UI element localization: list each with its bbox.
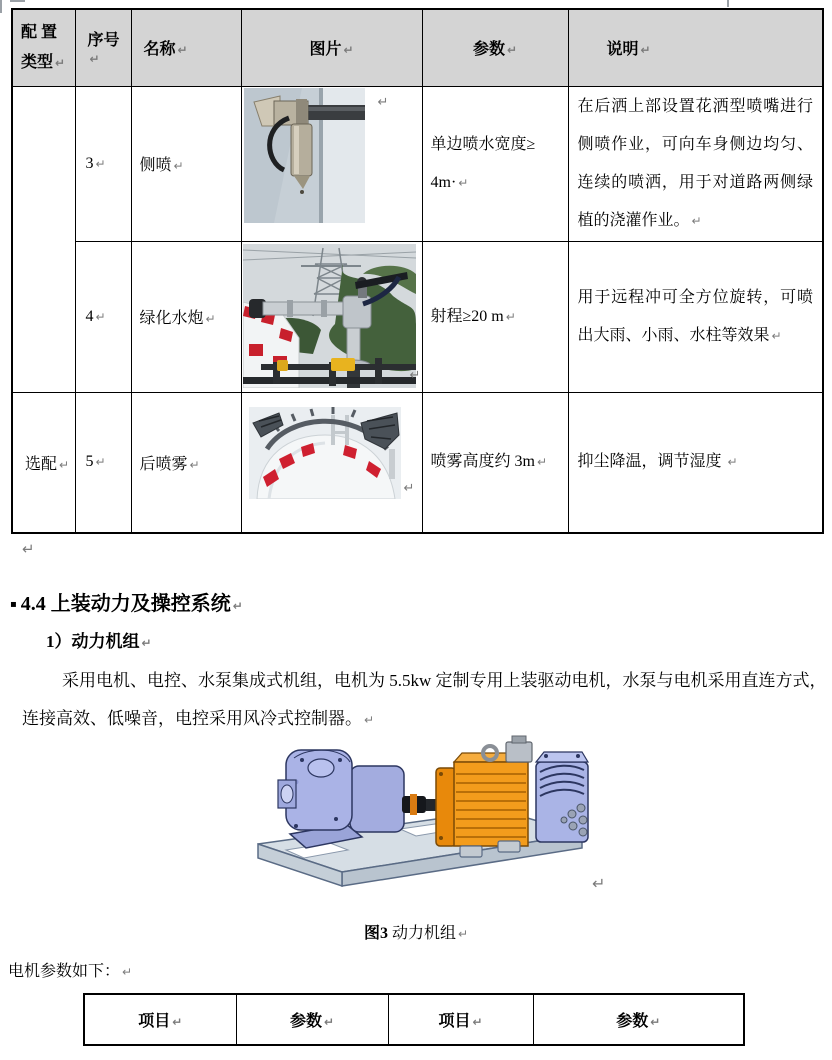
photo-cell xyxy=(241,241,422,392)
motor-header-param-1: 参数 ↵ xyxy=(236,994,388,1045)
config-type-cell-empty xyxy=(12,86,75,392)
motor-parameter-table xyxy=(83,993,745,1046)
spray-config-table xyxy=(11,8,824,534)
figure-title: 动力机组 xyxy=(391,925,456,942)
section-heading: ▪ 4.4 上装动力及操控系统 ↵ xyxy=(10,593,243,615)
motor-table-header-row xyxy=(84,994,744,1045)
paragraph-mark: ↵ xyxy=(592,874,606,893)
page-edge-mark xyxy=(727,0,729,7)
name-cell: 绿化水炮 ↵ xyxy=(131,241,241,392)
motor-header-item-1: 项目 ↵ xyxy=(84,994,236,1045)
desc-cell: 抑尘降温，调节湿度 ↵ xyxy=(568,392,823,533)
outline-square-mark: ▪ xyxy=(10,599,17,610)
paragraph-mark: ↵ xyxy=(377,94,389,110)
name-cell: 侧喷 ↵ xyxy=(131,86,241,241)
page-edge-mark xyxy=(0,0,2,13)
paragraph-mark: ↵ xyxy=(409,367,421,383)
page-edge-mark xyxy=(10,0,25,2)
photo-cell xyxy=(241,392,422,533)
motor-header-param-2: 参数 ↵ xyxy=(533,994,744,1045)
paragraph-mark: ↵ xyxy=(55,55,66,70)
side-spray-nozzle-photo xyxy=(244,88,365,223)
greening-water-cannon-photo xyxy=(243,244,416,388)
paragraph-mark: ↵ xyxy=(403,480,415,496)
header-photo: 图片 ↵ xyxy=(241,9,422,86)
header-config-type: 配 置 类型 ↵ xyxy=(12,9,75,86)
name-cell: 后喷雾 ↵ xyxy=(131,392,241,533)
power-unit-3d-render xyxy=(250,716,592,896)
figure-caption: 图3 动力机组 ↵ xyxy=(363,925,469,942)
header-desc: 说明 ↵ xyxy=(568,9,823,86)
config-type-cell: 选配 ↵ xyxy=(12,392,75,533)
table-header-row xyxy=(12,9,823,86)
table-row-rear-mist xyxy=(12,392,823,533)
seq-cell: 3 ↵ xyxy=(75,86,131,241)
header-seq: 序号↵ xyxy=(75,9,131,86)
motor-header-item-2: 项目 ↵ xyxy=(388,994,533,1045)
body-text-line2: 连接高效、低噪音，电控采用风冷式控制器。 ↵ xyxy=(22,709,375,728)
seq-cell: 4 ↵ xyxy=(75,241,131,392)
rear-mist-spray-photo xyxy=(249,407,401,499)
desc-cell: 用于远程冲可全方位旋转，可喷出大雨、小雨、水柱等效果 ↵ xyxy=(568,241,823,392)
header-param: 参数 ↵ xyxy=(422,9,568,86)
paragraph-mark: ↵ xyxy=(22,540,35,558)
header-name: 名称 ↵ xyxy=(131,9,241,86)
photo-cell xyxy=(241,86,422,241)
desc-cell: 在后洒上部设置花洒型喷嘴进行侧喷作业，可向车身侧边均匀、连续的喷洒，用于对道路两侧绿植的浇灌作业。 ↵ xyxy=(568,86,823,241)
seq-cell: 5 ↵ xyxy=(75,392,131,533)
param-cell: 射程≥20 m ↵ xyxy=(422,241,568,392)
figure-label: 图3 xyxy=(363,925,388,942)
table-row-water-cannon xyxy=(12,241,823,392)
table-row-side-spray xyxy=(12,86,823,241)
motor-params-intro: 电机参数如下： ↵ xyxy=(8,963,133,980)
param-cell: 单边喷水宽度≥ 4m· ↵ xyxy=(422,86,568,241)
sub-heading: 1）动力机组 ↵ xyxy=(46,632,152,651)
body-text-line1: 采用电机、电控、水泵集成式机组，电机为 5.5kw 定制专用上装驱动电机，水泵与电机采用直连方式， xyxy=(62,671,827,690)
param-cell: 喷雾高度约 3m ↵ xyxy=(422,392,568,533)
